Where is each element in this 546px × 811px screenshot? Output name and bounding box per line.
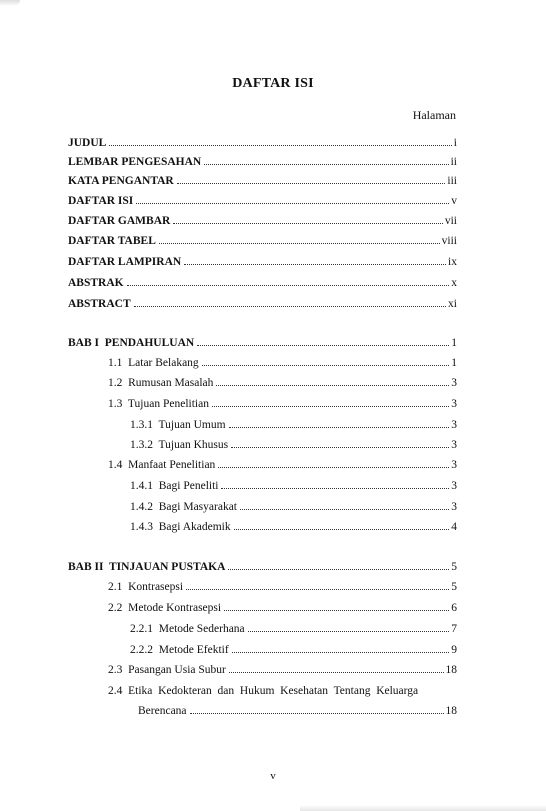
footer-page-number: v <box>270 770 276 782</box>
dot-leader <box>229 671 444 673</box>
toc-entry-daftar-isi <box>68 194 457 208</box>
dot-leader <box>190 712 444 714</box>
dot-leader <box>184 263 446 265</box>
dot-leader <box>228 568 449 570</box>
toc-entry-lembar-pengesahan <box>68 155 457 169</box>
toc-section-1-4-3 <box>130 520 457 534</box>
toc-page-number: 7 <box>451 623 457 635</box>
toc-page-number: 5 <box>451 581 457 593</box>
toc-page-number: 9 <box>451 644 457 656</box>
toc-page-number: 6 <box>451 602 457 614</box>
toc-page-number: 1 <box>451 357 457 369</box>
toc-section-2-1 <box>108 580 457 594</box>
toc-entry-judul <box>68 136 457 150</box>
toc-section-1-3-2 <box>130 438 457 452</box>
toc-section-2-2-1 <box>130 622 457 636</box>
toc-entry-daftar-lampiran <box>68 255 457 269</box>
scan-bottom-shadow <box>300 805 546 811</box>
dot-leader <box>234 528 450 530</box>
toc-entry-abstrak <box>68 276 457 290</box>
toc-page-number: 18 <box>445 705 457 717</box>
toc-chapter-label: BAB II TINJAUAN PUSTAKA <box>68 561 226 573</box>
toc-label: DAFTAR ISI <box>68 195 134 207</box>
dot-leader <box>127 284 450 286</box>
toc-page-number: 1 <box>451 337 457 349</box>
toc-page-number: x <box>451 277 457 289</box>
toc-page-number: 3 <box>451 398 457 410</box>
dot-leader <box>173 222 443 224</box>
toc-section-1-3-1 <box>130 418 457 432</box>
dot-leader <box>218 466 449 468</box>
toc-label: 1.4.2 Bagi Masyarakat <box>130 501 237 513</box>
toc-label: Berencana <box>138 705 187 717</box>
toc-page-number: 5 <box>451 561 457 573</box>
dot-leader <box>134 305 446 307</box>
toc-page-number: 18 <box>445 664 457 676</box>
toc-entry-kata-pengantar <box>68 174 457 188</box>
toc-page-number: 3 <box>451 419 457 431</box>
dot-leader <box>159 242 440 244</box>
toc-label: 2.3 Pasangan Usia Subur <box>108 664 226 676</box>
dot-leader <box>202 364 450 366</box>
toc-label: 1.2 Rumusan Masalah <box>108 377 214 389</box>
page-title: DAFTAR ISI <box>232 76 314 91</box>
toc-label: 1.4.1 Bagi Peneliti <box>130 480 219 492</box>
toc-section-1-4-1 <box>130 479 457 493</box>
toc-label: DAFTAR GAMBAR <box>68 215 171 227</box>
toc-label: 1.3 Tujuan Penelitian <box>108 398 209 410</box>
dot-leader <box>232 651 450 653</box>
page-column-header: Halaman <box>412 108 456 122</box>
toc-page-number: 3 <box>451 459 457 471</box>
toc-section-1-3 <box>108 397 457 411</box>
toc-section-1-1 <box>108 356 457 370</box>
dot-leader <box>212 405 449 407</box>
toc-label: 1.3.2 Tujuan Khusus <box>130 439 229 451</box>
dot-leader <box>204 163 448 165</box>
dot-leader <box>240 508 449 510</box>
toc-entry-abstract <box>68 297 457 311</box>
toc-page-number: 3 <box>451 480 457 492</box>
toc-page-number: viii <box>441 235 457 247</box>
dot-leader <box>224 609 449 611</box>
dot-leader <box>231 446 449 448</box>
toc-section-2-4 <box>108 684 457 698</box>
toc-label: 2.4 Etika Kedokteran dan Hukum Kesehatan Tentang Keluarga <box>108 685 419 697</box>
dot-leader <box>109 144 451 146</box>
dot-leader <box>197 344 449 346</box>
toc-label: 2.1 Kontrasepsi <box>108 581 184 593</box>
toc-page-number: ii <box>450 156 457 168</box>
toc-section-2-3 <box>108 663 457 677</box>
toc-entry-daftar-gambar <box>68 214 457 228</box>
toc-page-number: vii <box>444 215 457 227</box>
dot-leader <box>136 202 449 204</box>
toc-label: 2.2 Metode Kontrasepsi <box>108 602 222 614</box>
toc-label: DAFTAR TABEL <box>68 235 156 247</box>
toc-page-number: 3 <box>451 377 457 389</box>
toc-page-number: iii <box>447 175 457 187</box>
toc-label: LEMBAR PENGESAHAN <box>68 156 202 168</box>
toc-page-number: ix <box>448 256 457 268</box>
toc-label: 1.4 Manfaat Penelitian <box>108 459 216 471</box>
toc-label: 1.3.1 Tujuan Umum <box>130 419 226 431</box>
toc-chapter-label: BAB I PENDAHULUAN <box>68 337 195 349</box>
toc-label: JUDUL <box>68 137 107 149</box>
toc-page-number: i <box>453 137 457 149</box>
toc-chapter-bab-1 <box>68 336 457 350</box>
toc-section-2-2 <box>108 601 457 615</box>
toc-label: 1.1 Latar Belakang <box>108 357 199 369</box>
dot-leader <box>248 630 450 632</box>
toc-page-number: 3 <box>451 439 457 451</box>
toc-label: DAFTAR LAMPIRAN <box>68 256 182 268</box>
toc-label: ABSTRACT <box>68 298 131 310</box>
toc-label: 2.2.2 Metode Efektif <box>130 644 229 656</box>
toc-page-number: xi <box>448 298 457 310</box>
toc-section-2-4-continued <box>138 704 457 718</box>
toc-page-number: 4 <box>451 521 457 533</box>
dot-leader <box>229 426 450 428</box>
dot-leader <box>177 182 446 184</box>
dot-leader <box>221 487 449 489</box>
toc-label: 2.2.1 Metode Sederhana <box>130 623 245 635</box>
toc-label: 1.4.3 Bagi Akademik <box>130 521 231 533</box>
toc-label: KATA PENGANTAR <box>68 175 174 187</box>
toc-page-number: v <box>451 195 457 207</box>
toc-section-1-4 <box>108 458 457 472</box>
dot-leader <box>186 588 449 590</box>
toc-section-2-2-2 <box>130 643 457 657</box>
toc-label: ABSTRAK <box>68 277 124 289</box>
scan-edge-shadow <box>0 0 20 6</box>
toc-section-1-4-2 <box>130 500 457 514</box>
toc-chapter-bab-2 <box>68 560 457 574</box>
toc-section-1-2 <box>108 376 457 390</box>
dot-leader <box>216 384 449 386</box>
toc-page-number: 3 <box>451 501 457 513</box>
toc-entry-daftar-tabel <box>68 234 457 248</box>
